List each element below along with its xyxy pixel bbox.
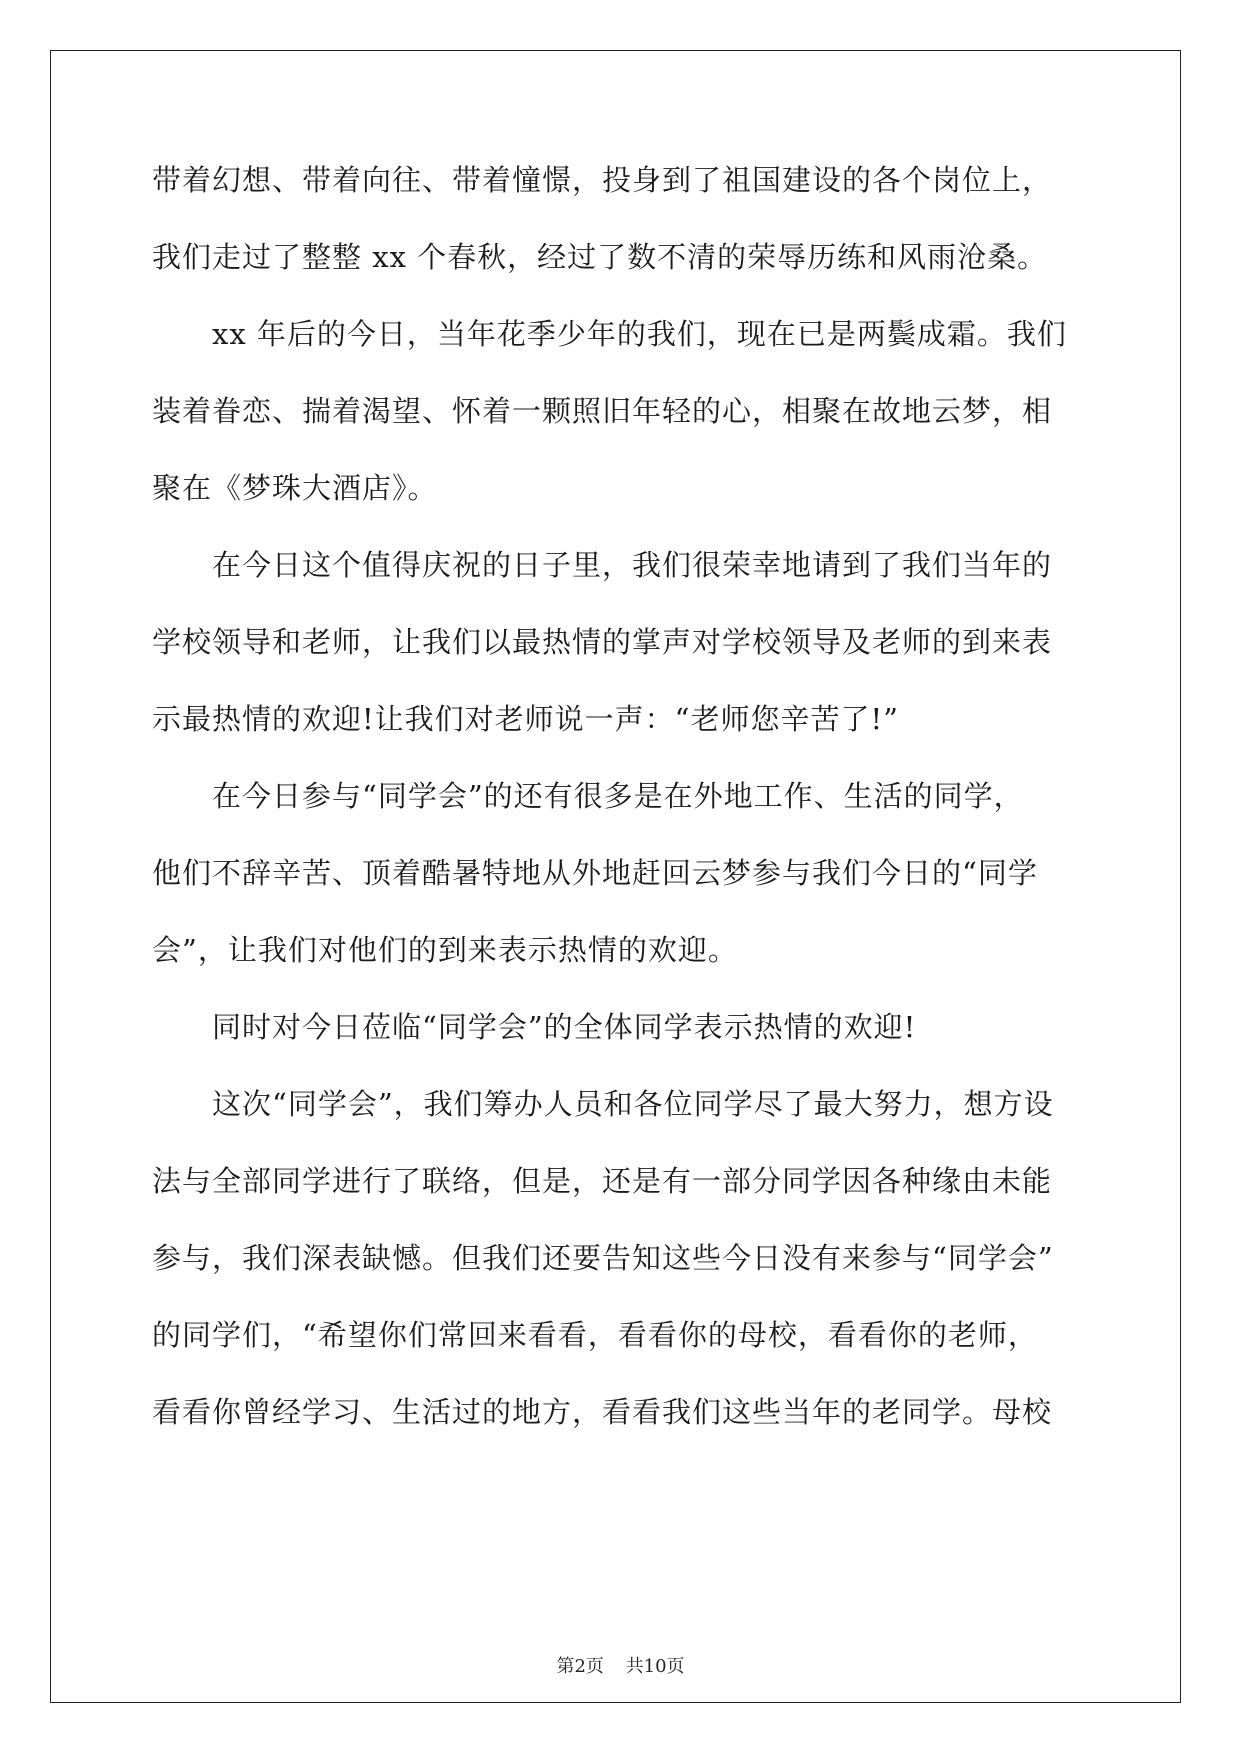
page-total: 共10页 — [625, 1656, 685, 1677]
text-line: 法与全部同学进行了联络，但是，还是有一部分同学因各种缘由未能 — [152, 1164, 1053, 1198]
text-line: 聚在《梦珠大酒店》。 — [152, 471, 438, 505]
text-line: 看看你曾经学习、生活过的地方，看看我们这些当年的老同学。母校 — [152, 1395, 1053, 1429]
text-line: 会”，让我们对他们的到来表示热情的欢迎。 — [152, 933, 738, 967]
paragraph-start-line: 这次“同学会”，我们筹办人员和各位同学尽了最大努力，想方设 — [212, 1087, 1054, 1121]
text-line: 他们不辞辛苦、顶着酷暑特地从外地赶回云梦参与我们今日的“同学 — [152, 856, 1038, 890]
paragraph-start-line: xx 年后的今日，当年花季少年的我们，现在已是两鬓成霜。我们 — [212, 317, 1067, 351]
text-line: 示最热情的欢迎!让我们对老师说一声：“老师您辛苦了!” — [152, 702, 899, 736]
text-line: 我们走过了整整 xx 个春秋，经过了数不清的荣辱历练和风雨沧桑。 — [152, 240, 1048, 274]
paragraph-start-line: 同时对今日莅临“同学会”的全体同学表示热情的欢迎! — [212, 1010, 917, 1044]
text-line: 学校领导和老师，让我们以最热情的掌声对学校领导及老师的到来表 — [152, 625, 1053, 659]
paragraph-start-line: 在今日参与“同学会”的还有很多是在外地工作、生活的同学， — [212, 779, 1024, 813]
page-number: 第2页 — [556, 1656, 604, 1677]
paragraph-start-line: 在今日这个值得庆祝的日子里，我们很荣幸地请到了我们当年的 — [212, 548, 1053, 582]
text-line: 的同学们，“希望你们常回来看看，看看你的母校，看看你的老师， — [152, 1318, 1038, 1352]
text-line: 带着幻想、带着向往、带着憧憬，投身到了祖国建设的各个岗位上， — [152, 163, 1053, 197]
page-footer — [0, 1652, 1241, 1678]
text-line: 参与，我们深表缺憾。但我们还要告知这些今日没有来参与“同学会” — [152, 1241, 1054, 1275]
text-line: 装着眷恋、揣着渴望、怀着一颗照旧年轻的心，相聚在故地云梦，相 — [152, 394, 1053, 428]
